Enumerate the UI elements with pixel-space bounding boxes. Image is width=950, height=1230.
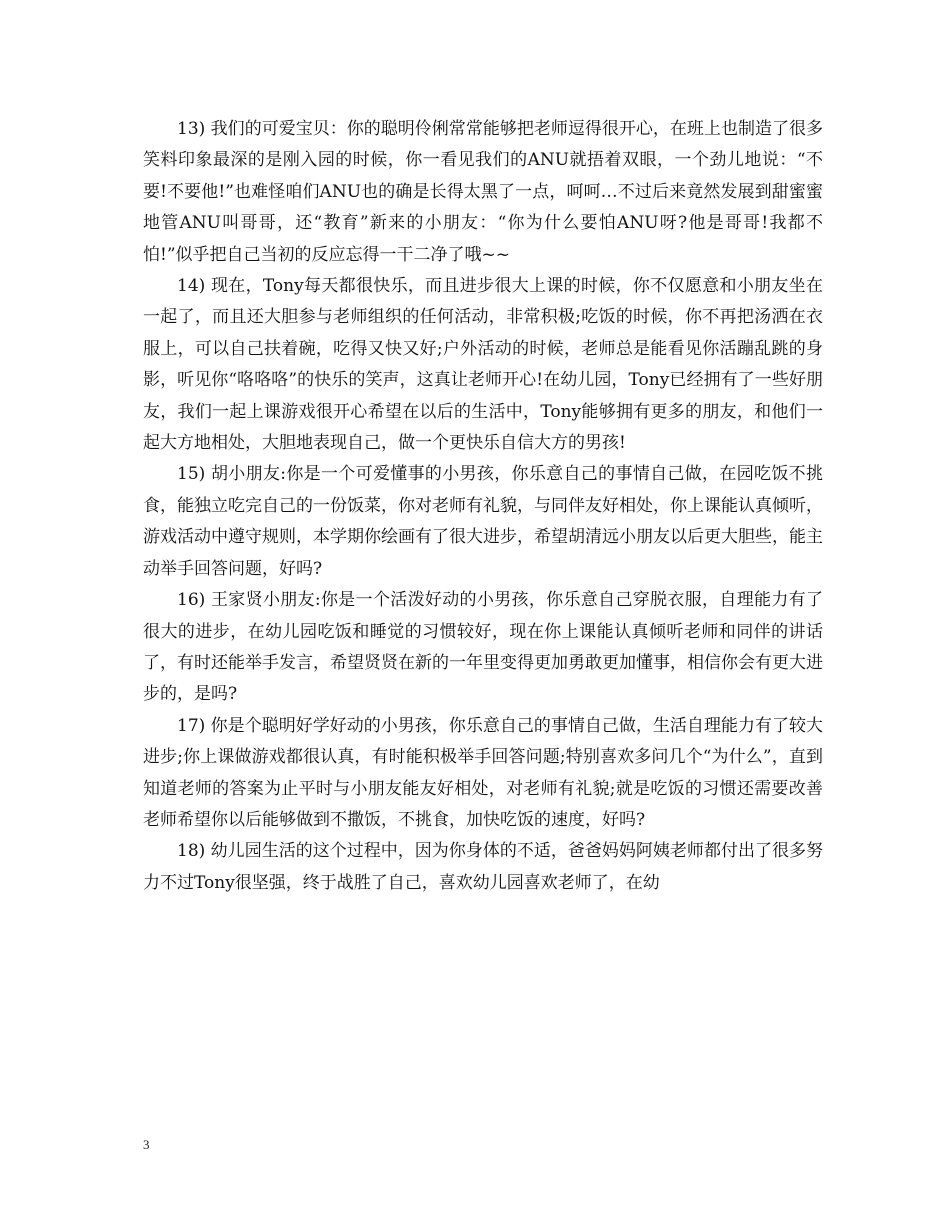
paragraph-17: 17) 你是个聪明好学好动的小男孩，你乐意自己的事情自己做，生活自理能力有了较大进步;你上课做游戏都很认真，有时能积极举手回答问题;特别喜欢多问几个“为什么”，直到知道老师的答案为止平时与小朋友能友好相处，对老师有礼貌;就是吃饭的习惯还需要改善老师希望你以后能够做到不撒饭，不挑食，加快吃饭的速度，好吗? xyxy=(143,715,823,830)
paragraph-15: 15) 胡小朋友:你是一个可爱懂事的小男孩，你乐意自己的事情自己做，在园吃饭不挑食，能独立吃完自己的一份饭菜，你对老师有礼貌，与同伴友好相处，你上课能认真倾听，游戏活动中遵守规则，本学期你绘画有了很大进步，希望胡清远小朋友以后更大胆些，能主动举手回答问题，好吗? xyxy=(143,464,823,579)
paragraph-13: 13) 我们的可爱宝贝：你的聪明伶俐常常能够把老师逗得很开心，在班上也制造了很多笑料印象最深的是刚入园的时候，你一看见我们的ANU就捂着双眼，一个劲儿地说：“不要!不要他!”也难怪咱们ANU也的确是长得太黑了一点，呵呵…不过后来竟然发展到甜蜜蜜地管ANU叫哥哥，还“教育”新来的小朋友：“你为什么要怕ANU呀?他是哥哥!我都不怕!”似乎把自己当初的反应忘得一干二净了哦~~ xyxy=(143,119,823,265)
paragraph-14: 14) 现在，Tony每天都很快乐，而且进步很大上课的时候，你不仅愿意和小朋友坐在一起了，而且还大胆参与老师组织的任何活动，非常积极;吃饭的时候，你不再把汤洒在衣服上，可以自己扶着碗，吃得又快又好;户外活动的时候，老师总是能看见你活蹦乱跳的身影，听见你“咯咯咯”的快乐的笑声，这真让老师开心!在幼儿园，Tony已经拥有了一些好朋友，我们一起上课游戏很开心希望在以后的生活中，Tony能够拥有更多的朋友，和他们一起大方地相处，大胆地表现自己，做一个更快乐自信大方的男孩! xyxy=(143,276,823,454)
document-body xyxy=(143,114,823,899)
page-number: 3 xyxy=(143,1137,150,1152)
paragraph-18: 18) 幼儿园生活的这个过程中，因为你身体的不适，爸爸妈妈阿姨老师都付出了很多努力不过Tony很坚强，终于战胜了自己，喜欢幼儿园喜欢老师了，在幼 xyxy=(143,841,823,893)
paragraph-16: 16) 王家贤小朋友:你是一个活泼好动的小男孩，你乐意自己穿脱衣服，自理能力有了很大的进步，在幼儿园吃饭和睡觉的习惯较好，现在你上课能认真倾听老师和同伴的讲话了，有时还能举手发言，希望贤贤在新的一年里变得更加勇敢更加懂事，相信你会有更大进步的，是吗? xyxy=(143,590,823,705)
